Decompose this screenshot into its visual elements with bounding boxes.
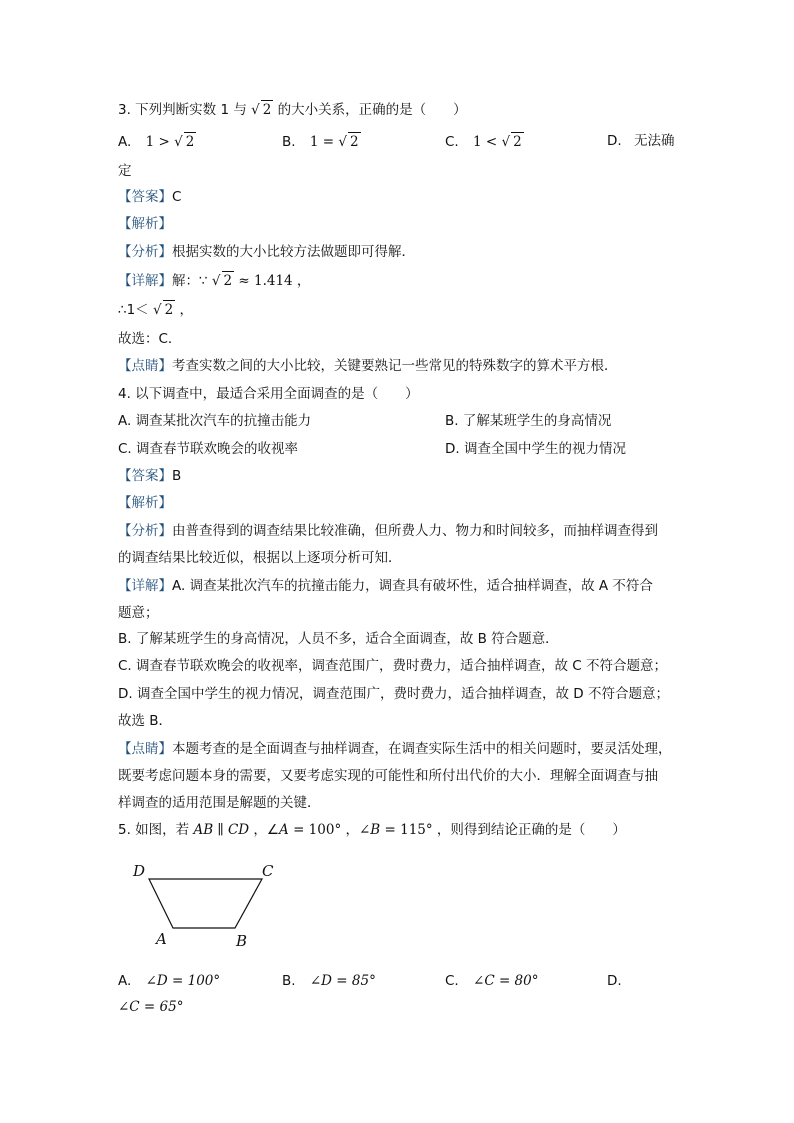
q4-analysis-tag: 【解析】 — [118, 495, 172, 511]
option-expr: ∠D = 85° — [309, 973, 376, 989]
q4-dianjing-2: 既要考虑问题本身的需要，又要考虑实现的可能性和所付出代价的大小．理解全面调查与抽 — [118, 768, 658, 784]
q4-choose: 故选 B． — [118, 713, 173, 729]
q3-option-a — [118, 132, 196, 151]
vertex-label-a: A — [156, 930, 167, 948]
q4-option-b: B. 了解某班学生的身高情况 — [445, 413, 612, 429]
option-expr: ∠C = 80° — [473, 973, 539, 989]
q5-parallel-relation: AB ∥ CD — [193, 822, 250, 838]
q4-stem: 4. 以下调查中，最适合采用全面调查的是（ ） — [118, 386, 419, 402]
option-label: B. — [282, 134, 296, 150]
xiangjie-approx: ≈ 1.414 ， — [234, 273, 311, 289]
vertex-label-b: B — [236, 932, 248, 950]
q5-option-b — [282, 972, 376, 990]
q4-line-d: D. 调查全国中学生的视力情况，调查范围广，费时费力，适合抽样调查，故 D 不符合题意； — [118, 686, 669, 702]
q4-line-c: C. 调查春节联欢晚会的收视率，调查范围广，费时费力，适合抽样调查，故 C 不符合题意； — [118, 658, 668, 674]
q5-angle-b: B — [370, 822, 381, 838]
sqrt-symbol: √ 2 — [338, 134, 359, 150]
q5-stem-text: = 115° ，则得到结论正确的是（ ） — [380, 822, 626, 838]
q4-option-a: A. 调查某批次汽车的抗撞击能力 — [118, 413, 312, 429]
xiangjie-text: A. 调查某批次汽车的抗撞击能力，调查具有破坏性，适合抽样调查，故 A 不符合 — [172, 578, 653, 594]
q3-stem — [118, 100, 467, 119]
option-label: C. — [445, 973, 459, 989]
q3-xiangjie — [118, 271, 310, 290]
q5-stem — [118, 821, 626, 839]
answer-value: B — [172, 468, 182, 484]
q4-option-d: D. 调查全国中学生的视力情况 — [445, 441, 626, 457]
q3-stem-text: 3. 下列判断实数 1 与 — [118, 102, 247, 118]
radicand: 2 — [349, 134, 359, 150]
q3-option-d — [607, 132, 674, 150]
q4-xiangjie-2: 题意； — [118, 605, 159, 621]
q5-stem-text: ，∠ — [249, 822, 280, 838]
answer-tag: 【答案】 — [118, 468, 172, 484]
q3-fenxi — [118, 243, 415, 261]
dianjing-text: 考查实数之间的大小比较，关键要熟记一些常见的特殊数字的算术平方根． — [172, 358, 618, 374]
q5-stem-text: 5. 如图，若 — [118, 822, 194, 838]
dianjing-text: 本题考查的是全面调查与抽样调查，在调查实际生活中的相关问题时，要灵活处理， — [172, 741, 672, 757]
q3-analysis-tag: 【解析】 — [118, 216, 172, 232]
radicand: 2 — [164, 302, 174, 318]
vertex-label-c: C — [262, 862, 274, 880]
q4-fenxi-1 — [118, 522, 658, 540]
q3-answer — [118, 188, 181, 206]
q4-fenxi-2: 的调查结果比较近似，根据以上逐项分析可知． — [118, 550, 402, 566]
q3-option-d-continued: 定 — [118, 163, 132, 179]
q4-dianjing-1 — [118, 740, 672, 758]
q5-angle-a: A — [279, 822, 289, 838]
q3-option-b — [282, 132, 361, 151]
xiangjie-tag: 【详解】 — [118, 578, 172, 594]
radicand: 2 — [185, 134, 195, 150]
option-label: A. — [118, 134, 132, 150]
dianjing-tag: 【点睛】 — [118, 741, 172, 757]
q4-dianjing-3: 样调查的适用范围是解题的关键． — [118, 795, 321, 811]
step2-text: ∴1＜ — [118, 302, 149, 318]
q3-step2 — [118, 300, 193, 319]
q4-answer — [118, 467, 181, 485]
answer-tag: 【答案】 — [118, 189, 172, 205]
sqrt-symbol: √ 2 — [251, 102, 272, 118]
fenxi-tag: 【分析】 — [118, 523, 172, 539]
q3-dianjing — [118, 357, 618, 375]
q3-option-c — [445, 132, 524, 151]
sqrt-symbol: √ 2 — [211, 273, 233, 289]
q4-line-b: B. 了解某班学生的身高情况，人员不多，适合全面调查，故 B 符合题意． — [118, 631, 559, 647]
step2-end: ， — [175, 302, 193, 318]
q5-option-a — [118, 972, 220, 990]
radicand: 2 — [262, 102, 272, 118]
option-label: D. — [607, 133, 622, 149]
fenxi-text: 根据实数的大小比较方法做题即可得解． — [172, 244, 415, 260]
option-expr: 1 = — [309, 134, 335, 150]
option-expr: ∠D = 100° — [145, 973, 221, 989]
vertex-label-d: D — [133, 862, 146, 880]
option-expr: 1 < — [473, 134, 498, 150]
q5-option-d-expr: ∠C = 65° — [118, 999, 184, 1015]
q3-choose: 故选：C． — [118, 331, 182, 347]
option-label: A. — [118, 973, 132, 989]
fenxi-text: 由普查得到的调查结果比较准确，但所费人力、物力和时间较多，而抽样调查得到 — [172, 523, 658, 539]
option-label: B. — [282, 973, 296, 989]
xiangjie-text: 解：∵ — [172, 273, 208, 289]
sqrt-symbol: √ 2 — [174, 134, 195, 150]
fenxi-tag: 【分析】 — [118, 244, 172, 260]
sqrt-symbol: √ 2 — [501, 134, 522, 150]
answer-value: C — [172, 189, 182, 205]
radicand: 2 — [513, 134, 522, 150]
option-expr: 1 > — [145, 134, 170, 150]
q3-stem-text-end: 的大小关系，正确的是（ ） — [277, 102, 467, 118]
option-text: 无法确 — [633, 133, 675, 149]
option-label: C. — [445, 134, 459, 150]
q4-xiangjie-1 — [118, 577, 653, 595]
radicand: 2 — [223, 273, 233, 289]
q5-option-c — [445, 972, 538, 990]
q4-option-c: C. 调查春节联欢晚会的收视率 — [118, 441, 299, 457]
trapezoid-figure — [125, 858, 305, 958]
trapezoid-shape — [149, 879, 262, 928]
q5-stem-text: = 100° ，∠ — [288, 822, 371, 838]
dianjing-tag: 【点睛】 — [118, 358, 172, 374]
xiangjie-tag: 【详解】 — [118, 273, 172, 289]
sqrt-symbol: √ 2 — [152, 302, 174, 318]
q5-option-d-label: D. — [607, 973, 622, 989]
